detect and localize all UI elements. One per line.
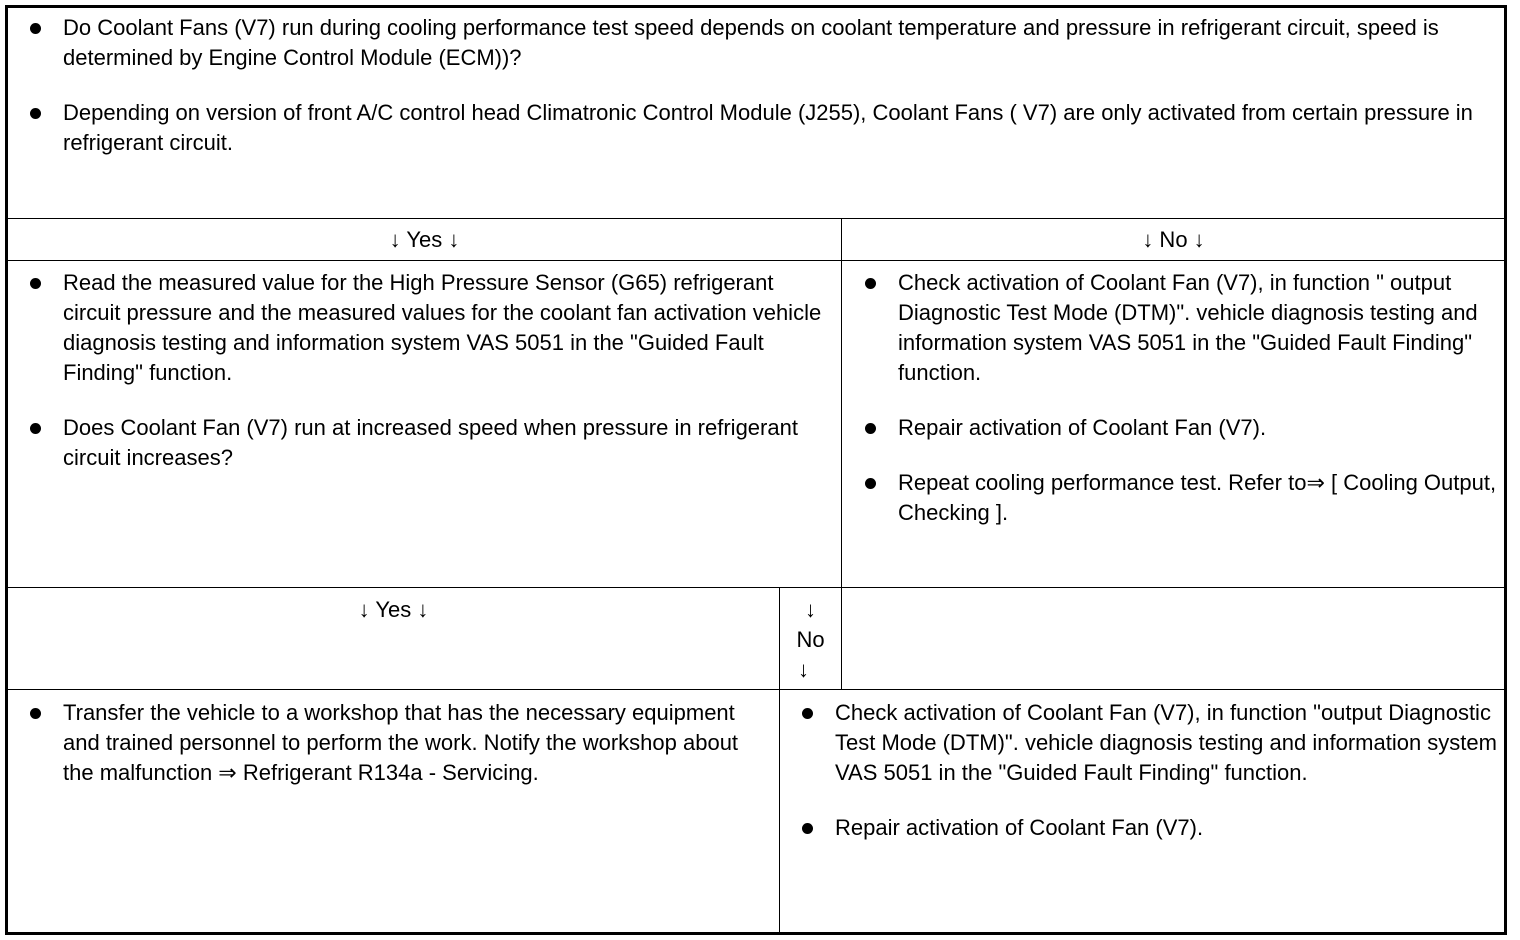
bullet-icon [30, 708, 41, 719]
bullet-icon [865, 423, 876, 434]
list-item [8, 698, 773, 788]
step-text: Repair activation of Coolant Fan (V7). [898, 415, 1267, 440]
note-text: Depending on version of front A/C control head Climatronic Control Module (J255), Coolant Fans ( V7) are only activated from certain pressure in refrigerant circuit. [63, 100, 1473, 155]
yes-branch-label: ↓ Yes ↓ [389, 227, 460, 252]
bullet-icon [802, 708, 813, 719]
bullet-icon [802, 823, 813, 834]
list-item [780, 813, 1505, 843]
bullet-icon [865, 478, 876, 489]
no-branch-label [780, 595, 841, 685]
down-arrow-icon: ↓ [805, 597, 816, 622]
question-text: Do Coolant Fans (V7) run during cooling performance test speed depends on coolant temperature and pressure in refrigerant circuit, speed is determined by Engine Control Module (ECM))? [63, 15, 1439, 70]
step-text: Repair activation of Coolant Fan (V7). [835, 815, 1204, 840]
divider [8, 218, 1505, 219]
list-item [843, 468, 1505, 528]
step-text: Check activation of Coolant Fan (V7), in function " output Diagnostic Test Mode (DTM)". vehicle diagnosis testing and information system VAS 5051 in the "Guided Fault Finding" function. [898, 270, 1478, 385]
no-label: No [796, 627, 825, 652]
list-item [8, 268, 833, 388]
list-item [8, 413, 833, 473]
divider [841, 587, 842, 690]
no-branch-label: ↓ No ↓ [1142, 227, 1205, 252]
list-item [843, 413, 1505, 443]
yes-branch-cell [8, 698, 773, 813]
divider [8, 689, 1505, 690]
bullet-icon [30, 278, 41, 289]
question-text: Does Coolant Fan (V7) run at increased speed when pressure in refrigerant circuit increases? [63, 415, 798, 470]
bullet-icon [865, 278, 876, 289]
yes-branch-label: ↓ Yes ↓ [358, 597, 429, 622]
divider [841, 218, 842, 588]
step-text: Transfer the vehicle to a workshop that has the necessary equipment and trained personnel to perform the work. Notify the workshop about the malfunction ⇒ Refrigerant R134a - Servicing. [63, 700, 739, 785]
no-branch-cell [780, 698, 1505, 868]
bullet-icon [30, 423, 41, 434]
no-branch-cell [843, 268, 1505, 553]
question-cell [8, 13, 1498, 183]
divider [8, 587, 1505, 588]
down-arrow-icon: ↓ [798, 657, 809, 682]
step-text: Read the measured value for the High Pressure Sensor (G65) refrigerant circuit pressure and the measured values for the coolant fan activation vehicle diagnosis testing and information system VAS 5051 in the "Guided Fault Finding" function. [63, 270, 822, 385]
list-item [8, 13, 1498, 73]
divider [8, 260, 1505, 261]
list-item [8, 98, 1498, 158]
step-text: Repeat cooling performance test. Refer to⇒ [ Cooling Output, Checking ]. [898, 470, 1497, 525]
step-text: Check activation of Coolant Fan (V7), in function "output Diagnostic Test Mode (DTM)". vehicle diagnosis testing and information system VAS 5051 in the "Guided Fault Finding" function. [835, 700, 1497, 785]
bullet-icon [30, 23, 41, 34]
yes-branch-cell [8, 268, 833, 498]
list-item [843, 268, 1505, 388]
bullet-icon [30, 108, 41, 119]
list-item [780, 698, 1505, 788]
